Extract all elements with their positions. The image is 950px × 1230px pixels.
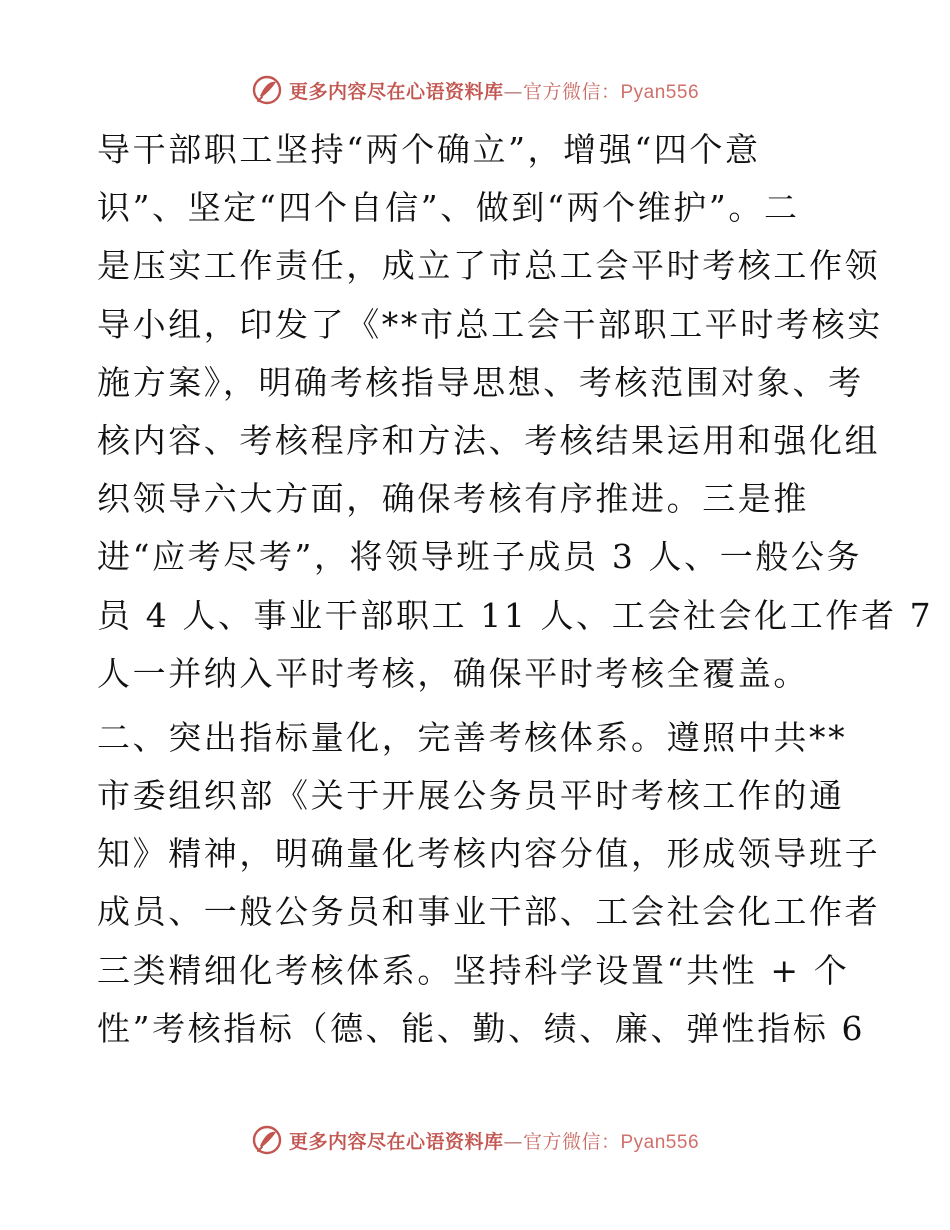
text-line: 三类精细化考核体系。坚持科学设置“共性 + 个 — [97, 950, 850, 990]
text-line: 员 4 人、事业干部职工 11 人、工会社会化工作者 7 — [97, 595, 934, 635]
paragraph-1 — [97, 121, 934, 703]
header-watermark — [0, 70, 950, 110]
text-line: 织领导六大方面，确保考核有序推进。三是推 — [97, 479, 809, 519]
watermark-brand: 更多内容尽在心语资料库 — [288, 80, 504, 103]
watermark-wechat-id: Pyan556 — [620, 81, 700, 103]
section-heading-line: 二、突出指标量化，完善考核体系。遵照中共** — [97, 717, 848, 757]
text-line: 市委组织部《关于开展公务员平时考核工作的通 — [97, 776, 845, 816]
watermark-brand: 更多内容尽在心语资料库 — [288, 1130, 504, 1153]
watermark-wechat-label: 官方微信： — [522, 1130, 621, 1153]
watermark-text — [289, 1127, 699, 1154]
text-line: 核内容、考核程序和方法、考核结果运用和强化组 — [97, 420, 881, 460]
footer-watermark — [0, 1120, 950, 1160]
quill-logo-icon — [251, 74, 283, 106]
text-line: 识”、坚定“四个自信”、做到“两个维护”。二 — [97, 188, 800, 228]
text-line: 导干部职工坚持“两个确立”，增强“四个意 — [97, 130, 761, 169]
watermark-wechat-label: 官方微信： — [522, 80, 621, 103]
watermark-text — [289, 77, 699, 104]
text-line: 施方案》，明确考核指导思想、考核范围对象、考 — [97, 362, 864, 402]
document-body — [97, 121, 934, 1058]
text-line: 人一并纳入平时考核，确保平时考核全覆盖。 — [97, 653, 809, 693]
watermark-separator: — — [503, 80, 523, 103]
text-line: 性”考核指标（德、能、勤、绩、廉、弹性指标 6 — [97, 1008, 866, 1048]
text-line: 是压实工作责任，成立了市总工会平时考核工作领 — [97, 246, 881, 286]
text-line: 导小组，印发了《**市总工会干部职工平时考核实 — [97, 304, 883, 344]
paragraph-2 — [97, 709, 881, 1058]
watermark-wechat-id: Pyan556 — [620, 1131, 700, 1153]
text-line: 进“应考尽考”，将领导班子成员 3 人、一般公务 — [97, 537, 863, 577]
quill-logo-icon — [251, 1124, 283, 1156]
text-line: 成员、一般公务员和事业干部、工会社会化工作者 — [97, 892, 881, 932]
watermark-separator: — — [503, 1130, 523, 1153]
text-line: 知》精神，明确量化考核内容分值，形成领导班子 — [97, 834, 881, 874]
